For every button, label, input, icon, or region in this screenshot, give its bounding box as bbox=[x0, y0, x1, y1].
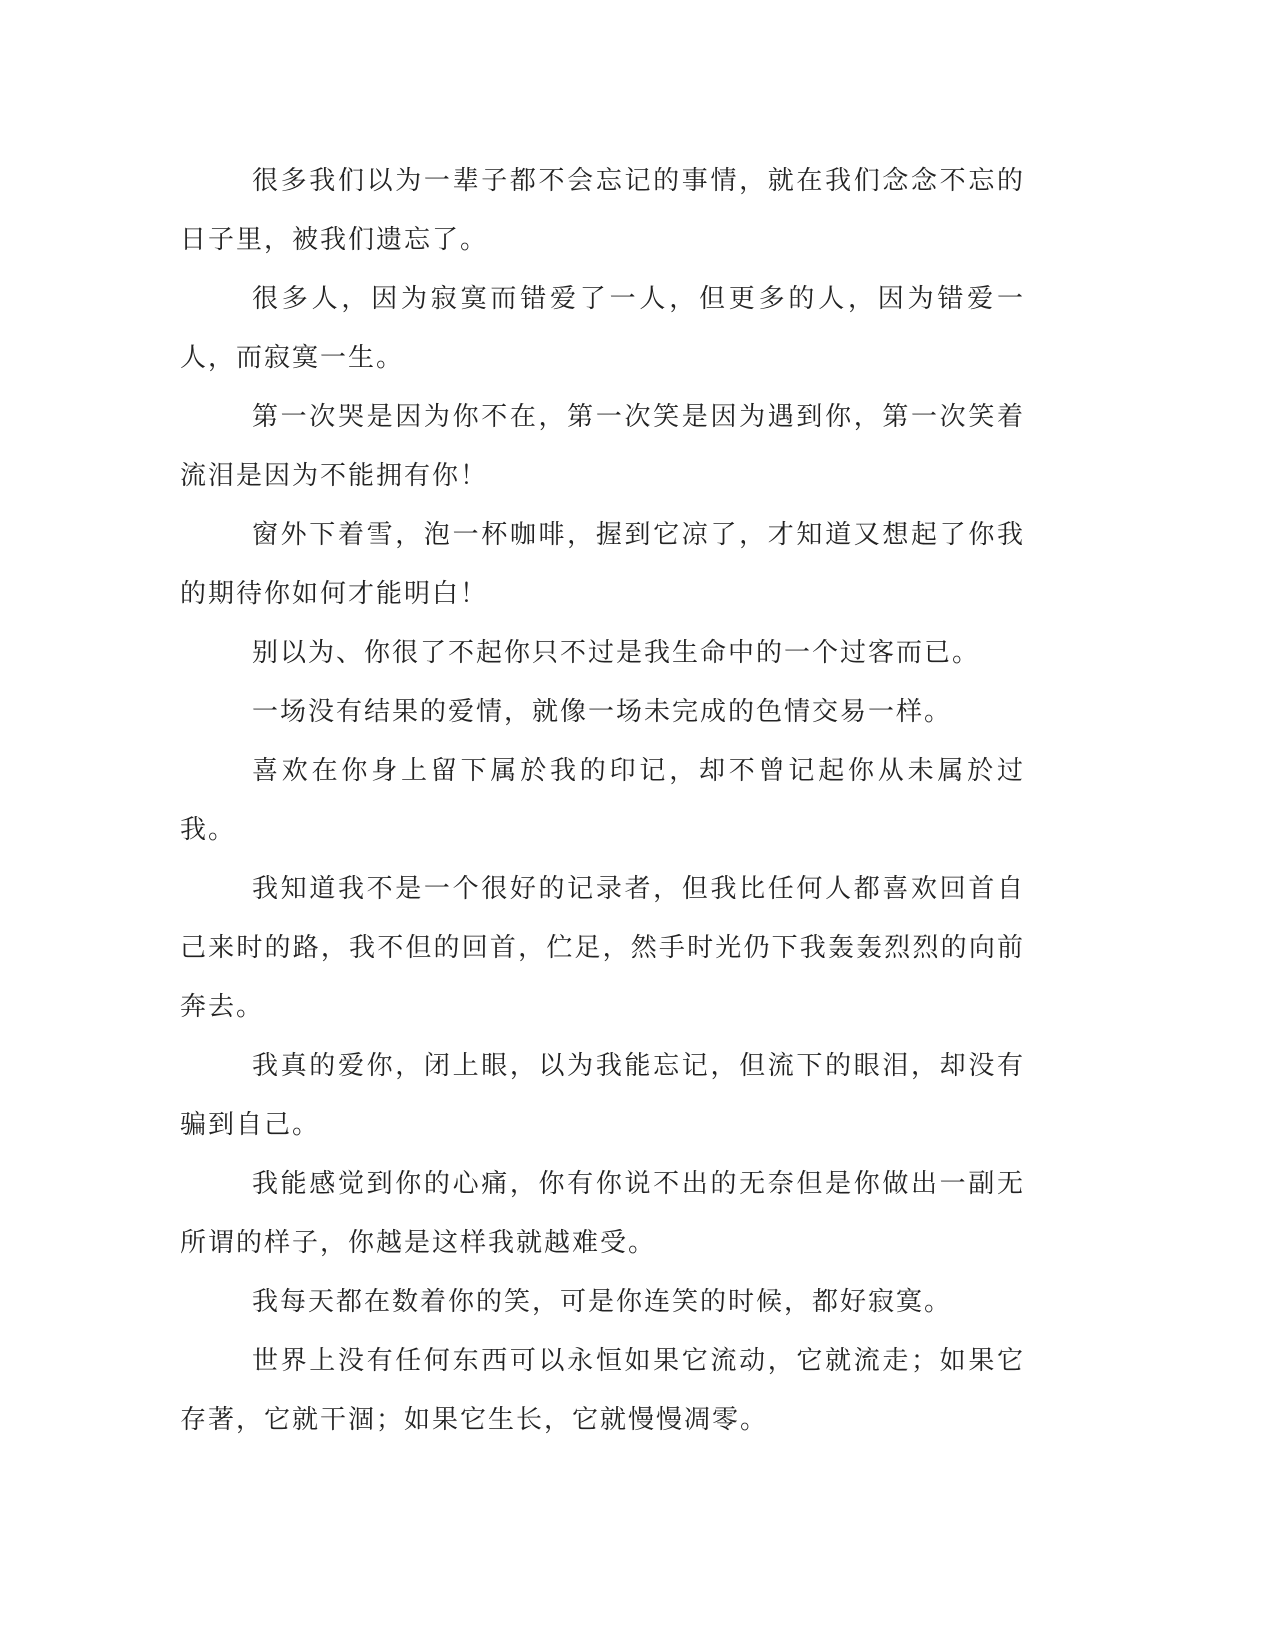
paragraph-6: 一场没有结果的爱情，就像一场未完成的色情交易一样。 bbox=[252, 697, 953, 727]
paragraph-2: 很多人，因为寂寞而错爱了一人，但更多的人，因为错爱一人，而寂寞一生。 bbox=[180, 284, 1025, 373]
paragraph-4: 窗外下着雪，泡一杯咖啡，握到它凉了，才知道又想起了你我的期待你如何才能明白！ bbox=[180, 520, 1025, 609]
paragraph-11: 我每天都在数着你的笑，可是你连笑的时候，都好寂寞。 bbox=[252, 1287, 953, 1317]
paragraph-1: 很多我们以为一辈子都不会忘记的事情，就在我们念念不忘的日子里，被我们遗忘了。 bbox=[180, 166, 1025, 255]
paragraph-7: 喜欢在你身上留下属於我的印记，却不曾记起你从未属於过我。 bbox=[180, 756, 1025, 845]
document-body bbox=[180, 152, 1025, 1450]
paragraph-12: 世界上没有任何东西可以永恒如果它流动，它就流走；如果它存著，它就干涸；如果它生长，它就慢慢凋零。 bbox=[180, 1346, 1025, 1435]
paragraph-5: 别以为、你很了不起你只不过是我生命中的一个过客而已。 bbox=[252, 638, 981, 668]
paragraph-9: 我真的爱你，闭上眼，以为我能忘记，但流下的眼泪，却没有骗到自己。 bbox=[180, 1051, 1025, 1140]
paragraph-8: 我知道我不是一个很好的记录者，但我比任何人都喜欢回首自己来时的路，我不但的回首，伫足，然手时光仍下我轰轰烈烈的向前奔去。 bbox=[180, 874, 1025, 1022]
paragraph-10: 我能感觉到你的心痛，你有你说不出的无奈但是你做出一副无所谓的样子，你越是这样我就越难受。 bbox=[180, 1169, 1025, 1258]
paragraph-3: 第一次哭是因为你不在，第一次笑是因为遇到你，第一次笑着流泪是因为不能拥有你！ bbox=[180, 402, 1025, 491]
